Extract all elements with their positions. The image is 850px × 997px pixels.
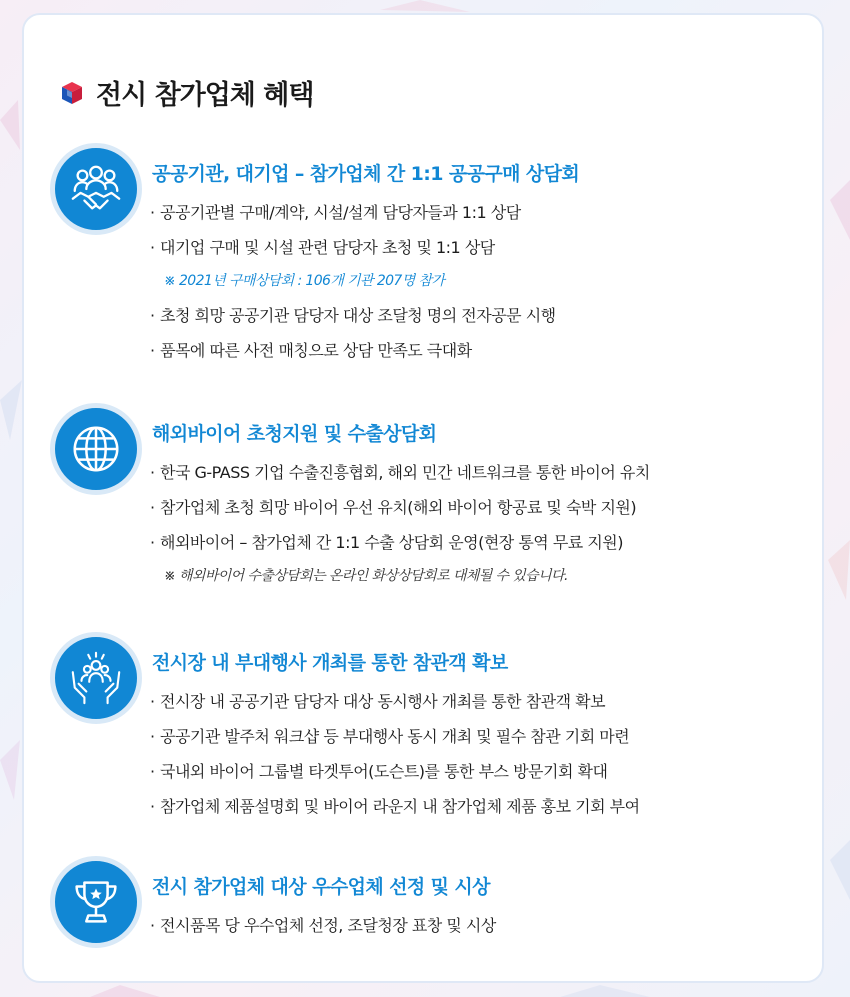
list-item: · 참가업체 제품설명회 및 바이어 라운지 내 참가업체 제품 홍보 기회 부여	[150, 797, 640, 816]
hands-audience-icon	[67, 649, 125, 707]
section-note: ※ 2021년 구매상담회 : 106개 기관 207명 참가	[164, 273, 445, 289]
section-title: 전시 참가업체 대상 우수업체 선정 및 시상	[152, 876, 490, 898]
section-note: ※ 해외바이어 수출상담회는 온라인 화상상담회로 대체될 수 있습니다.	[164, 568, 568, 584]
section-icon-circle	[50, 856, 142, 948]
list-item: · 전시장 내 공공기관 담당자 대상 동시행사 개최를 통한 참관객 확보	[150, 692, 606, 711]
benefits-card	[22, 13, 824, 983]
list-item: · 품목에 따른 사전 매칭으로 상담 만족도 극대화	[150, 341, 472, 360]
globe-icon	[67, 420, 125, 478]
section-items	[150, 455, 650, 593]
section-title: 전시장 내 부대행사 개최를 통한 참관객 확보	[152, 652, 508, 674]
list-item: · 대기업 구매 및 시설 관련 담당자 초청 및 1:1 상담	[150, 238, 495, 257]
list-item: · 참가업체 초청 희망 바이어 우선 유치(해외 바이어 항공료 및 숙박 지원)	[150, 498, 637, 517]
section-title: 공공기관, 대기업 – 참가업체 간 1:1 공공구매 상담회	[152, 163, 580, 185]
section-icon-circle	[50, 143, 142, 235]
section-icon-circle	[50, 632, 142, 724]
list-item: · 초청 희망 공공기관 담당자 대상 조달청 명의 전자공문 시행	[150, 306, 556, 325]
section-items	[150, 908, 496, 943]
list-item: · 공공기관 발주처 워크샵 등 부대행사 동시 개최 및 필수 참관 기회 마련	[150, 727, 630, 746]
list-item: · 공공기관별 구매/계약, 시설/설계 담당자들과 1:1 상담	[150, 203, 521, 222]
section-items	[150, 195, 556, 368]
trophy-icon	[67, 873, 125, 931]
list-item: · 전시품목 당 우수업체 선정, 조달청장 표창 및 시상	[150, 916, 496, 935]
section-title: 해외바이어 초청지원 및 수출상담회	[152, 423, 437, 445]
page-heading	[60, 73, 313, 112]
section-items	[150, 684, 640, 824]
section-icon-circle	[50, 403, 142, 495]
cube-logo-icon	[60, 81, 84, 105]
list-item: · 국내외 바이어 그룹별 타겟투어(도슨트)를 통한 부스 방문기회 확대	[150, 762, 608, 781]
list-item: · 해외바이어 – 참가업체 간 1:1 수출 상담회 운영(현장 통역 무료 지원)	[150, 533, 623, 552]
people-handshake-icon	[67, 160, 125, 218]
page-title: 전시 참가업체 혜택	[96, 80, 314, 111]
list-item: · 한국 G-PASS 기업 수출진흥협회, 해외 민간 네트워크를 통한 바이어 유치	[150, 463, 650, 482]
